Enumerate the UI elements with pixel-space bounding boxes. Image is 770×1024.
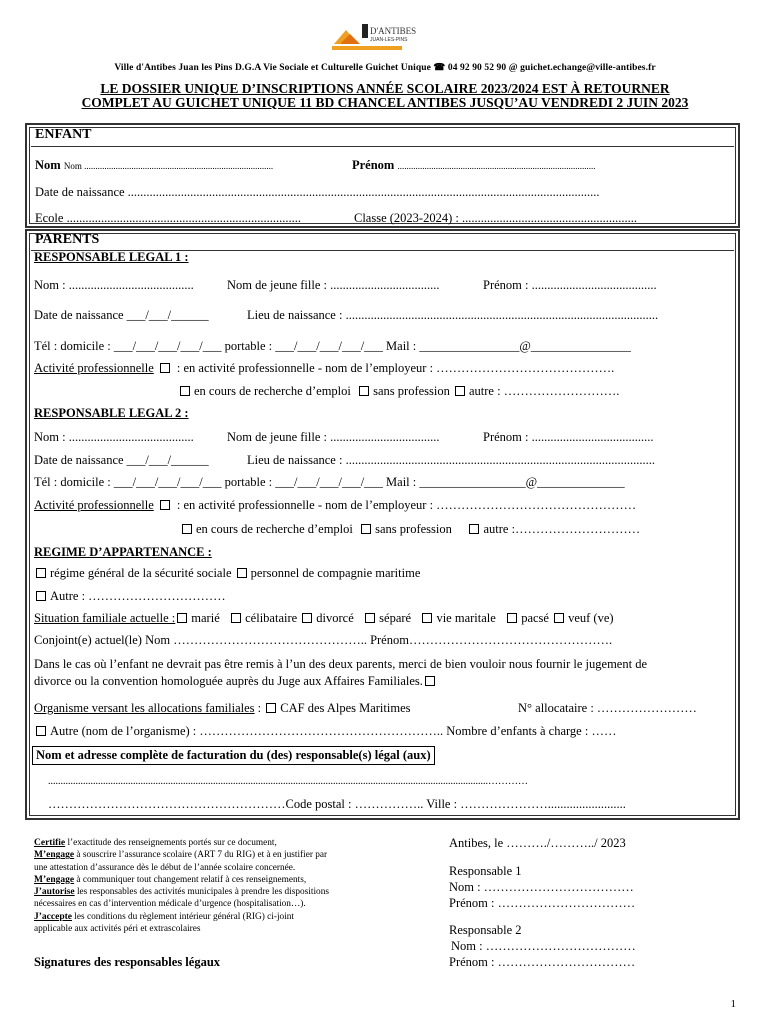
checkbox[interactable] [36, 591, 46, 601]
enfant-heading: ENFANT [35, 127, 92, 142]
checkbox[interactable] [266, 703, 276, 713]
checkbox[interactable] [359, 386, 369, 396]
resp1-name-field[interactable]: Nom : ........................................ [34, 278, 194, 292]
ville-antibes-logo [326, 20, 417, 56]
title-line-1: LE DOSSIER UNIQUE D’INSCRIPTIONS ANNÉE SCOLAIRE 2023/2024 EST À RETOURNER [100, 81, 670, 96]
checkbox[interactable] [237, 568, 247, 578]
checkbox[interactable] [180, 386, 190, 396]
child-birthdate-field[interactable]: Date de naissance ....................................................................................................................................................... [35, 185, 600, 199]
checkbox[interactable] [302, 613, 312, 623]
resp2-birthplace-field[interactable]: Lieu de naissance : ................................................................................................... [247, 453, 655, 467]
child-class-field[interactable]: Classe (2023-2024) : ........................................................ [354, 211, 637, 225]
child-name-field[interactable]: Nom Nom .................................................................................... [35, 158, 274, 172]
page-number: 1 [730, 998, 736, 1010]
checkbox[interactable] [361, 524, 371, 534]
date-place-field[interactable]: Antibes, le ………./………../ 2023 [449, 836, 626, 850]
divorce-note-line-2: divorce ou la convention homologuée auprès du Juge aux Affaires Familiales. [34, 674, 439, 689]
resp1-activity-options: en cours de recherche d’emploi sans profession autre : ………………………. [178, 384, 619, 399]
resp2-sign-name-field[interactable]: Nom : ……………………………… [451, 939, 636, 953]
checkbox[interactable] [177, 613, 187, 623]
checkbox[interactable] [507, 613, 517, 623]
resp2-phone-mail-field[interactable]: Tél : domicile : ___/___/___/___/___ portable : ___/___/___/___/___ Mail : _________________@______________ [34, 475, 625, 489]
regime-other: Autre : …………………………… [34, 589, 226, 604]
child-firstname-field[interactable]: Prénom ........................................................................................ [352, 158, 596, 172]
checkbox[interactable] [455, 386, 465, 396]
checkbox[interactable] [182, 524, 192, 534]
checkbox[interactable] [422, 613, 432, 623]
resp2-signature-label: Responsable 2 [449, 923, 522, 937]
billing-postal-city-field[interactable]: …………………………………………………Code postal : …………….. Ville : …………………......................... [48, 797, 626, 811]
family-situation-row: Situation familiale actuelle : marié célibataire divorcé séparé vie maritale pacsé veuf (ve) [34, 611, 614, 625]
enfant-section [25, 123, 740, 228]
resp1-firstname-field[interactable]: Prénom : ........................................ [483, 278, 657, 292]
checkbox[interactable] [160, 500, 170, 510]
declarations-block: Certifie l’exactitude des renseignements portés sur ce document, M’engage à souscrire l’assurance scolaire (ART 7 du RIG) et à en justifier par une attestation d’assurance dès le début de l’année scolaire concernée. M’engage à communiquer tout changement relatif à ces renseignements, J’autorise les responsables des activités municipales à prendre les dispositions nécessaires en cas d’intervention médicale d’urgence (hospitalisation…). J’accepte les conditions du règlement intérieur général (RIG) ci-joint applicable aux activités péri et extrascolaires [34, 838, 329, 935]
other-org-row: Autre (nom de l’organisme) : ………………………………………………….. Nombre d’enfants à charge : …… [34, 724, 616, 739]
checkbox[interactable] [36, 568, 46, 578]
checkbox[interactable] [469, 524, 479, 534]
resp2-birthdate-field[interactable]: Date de naissance ___/___/______ [34, 453, 209, 467]
signatures-label: Signatures des responsables légaux [34, 955, 221, 969]
resp1-maiden-name-field[interactable]: Nom de jeune fille : ................................... [227, 278, 440, 292]
checkbox[interactable] [36, 726, 46, 736]
divorce-note-line-1: Dans le cas où l’enfant ne devrait pas être remis à l’un des deux parents, merci de bien vouloir nous fournir le jugement de [34, 657, 647, 671]
resp2-firstname-field[interactable]: Prénom : ....................................... [483, 430, 654, 444]
resp2-maiden-name-field[interactable]: Nom de jeune fille : ................................... [227, 430, 440, 444]
resp2-title: RESPONSABLE LEGAL 2 : [34, 406, 189, 420]
checkbox[interactable] [160, 363, 170, 373]
document-title [0, 82, 770, 110]
resp1-activity-row: Activité professionnelle : en activité professionnelle - nom de l’employeur : ……………………………………. [34, 361, 615, 375]
resp1-birthplace-field[interactable]: Lieu de naissance : .................................................................................................... [247, 308, 659, 322]
parents-heading: PARENTS [35, 232, 100, 247]
resp2-activity-row: Activité professionnelle : en activité professionnelle - nom de l’employeur : ………………………………………… [34, 498, 637, 512]
resp1-sign-name-field[interactable]: Nom : ……………………………… [449, 880, 634, 894]
resp1-phone-mail-field[interactable]: Tél : domicile : ___/___/___/___/___ portable : ___/___/___/___/___ Mail : ________________@________________ [34, 339, 631, 353]
resp1-title: RESPONSABLE LEGAL 1 : [34, 250, 189, 264]
billing-title: Nom et adresse complète de facturation du (des) responsable(s) légal (aux) [32, 746, 435, 765]
checkbox[interactable] [365, 613, 375, 623]
allowance-org-row: Organisme versant les allocations familiales : CAF des Alpes Maritimes [34, 701, 411, 715]
checkbox[interactable] [231, 613, 241, 623]
allocataire-number-field[interactable]: N° allocataire : …………………… [518, 701, 697, 715]
child-school-field[interactable]: Ecole ........................................................................... [35, 211, 301, 225]
resp2-activity-options: en cours de recherche d’emploi sans profession autre :………………………… [180, 522, 640, 537]
title-line-2: COMPLET AU GUICHET UNIQUE 11 BD CHANCEL ANTIBES JUSQU’AU VENDREDI 2 JUIN 2023 [81, 95, 689, 110]
contact-line: Ville d'Antibes Juan les Pins D.G.A Vie Sociale et Culturelle Guichet Unique ☎ 04 92 90 52 90 @ guichet.echange@ville-antibes.fr [114, 63, 656, 73]
resp1-sign-firstname-field[interactable]: Prénom : …………………………… [449, 896, 636, 910]
resp1-birthdate-field[interactable]: Date de naissance ___/___/______ [34, 308, 209, 322]
checkbox[interactable] [425, 676, 435, 686]
resp2-sign-firstname-field[interactable]: Prénom : …………………………… [449, 955, 636, 969]
billing-address-field[interactable]: ................................................................................................................................................................................………… [48, 776, 528, 787]
spouse-field[interactable]: Conjoint(e) actuel(le) Nom ……………………………………….. Prénom…………………………………………. [34, 633, 613, 647]
resp2-name-field[interactable]: Nom : ........................................ [34, 430, 194, 444]
svg-text:JUAN-LES-PINS: JUAN-LES-PINS [370, 37, 408, 43]
regime-title: REGIME D’APPARTENANCE : [34, 545, 212, 559]
resp1-signature-label: Responsable 1 [449, 864, 522, 878]
regime-options: régime général de la sécurité sociale personnel de compagnie maritime [34, 566, 420, 581]
svg-text:D'ANTIBES: D'ANTIBES [370, 26, 417, 36]
checkbox[interactable] [554, 613, 564, 623]
